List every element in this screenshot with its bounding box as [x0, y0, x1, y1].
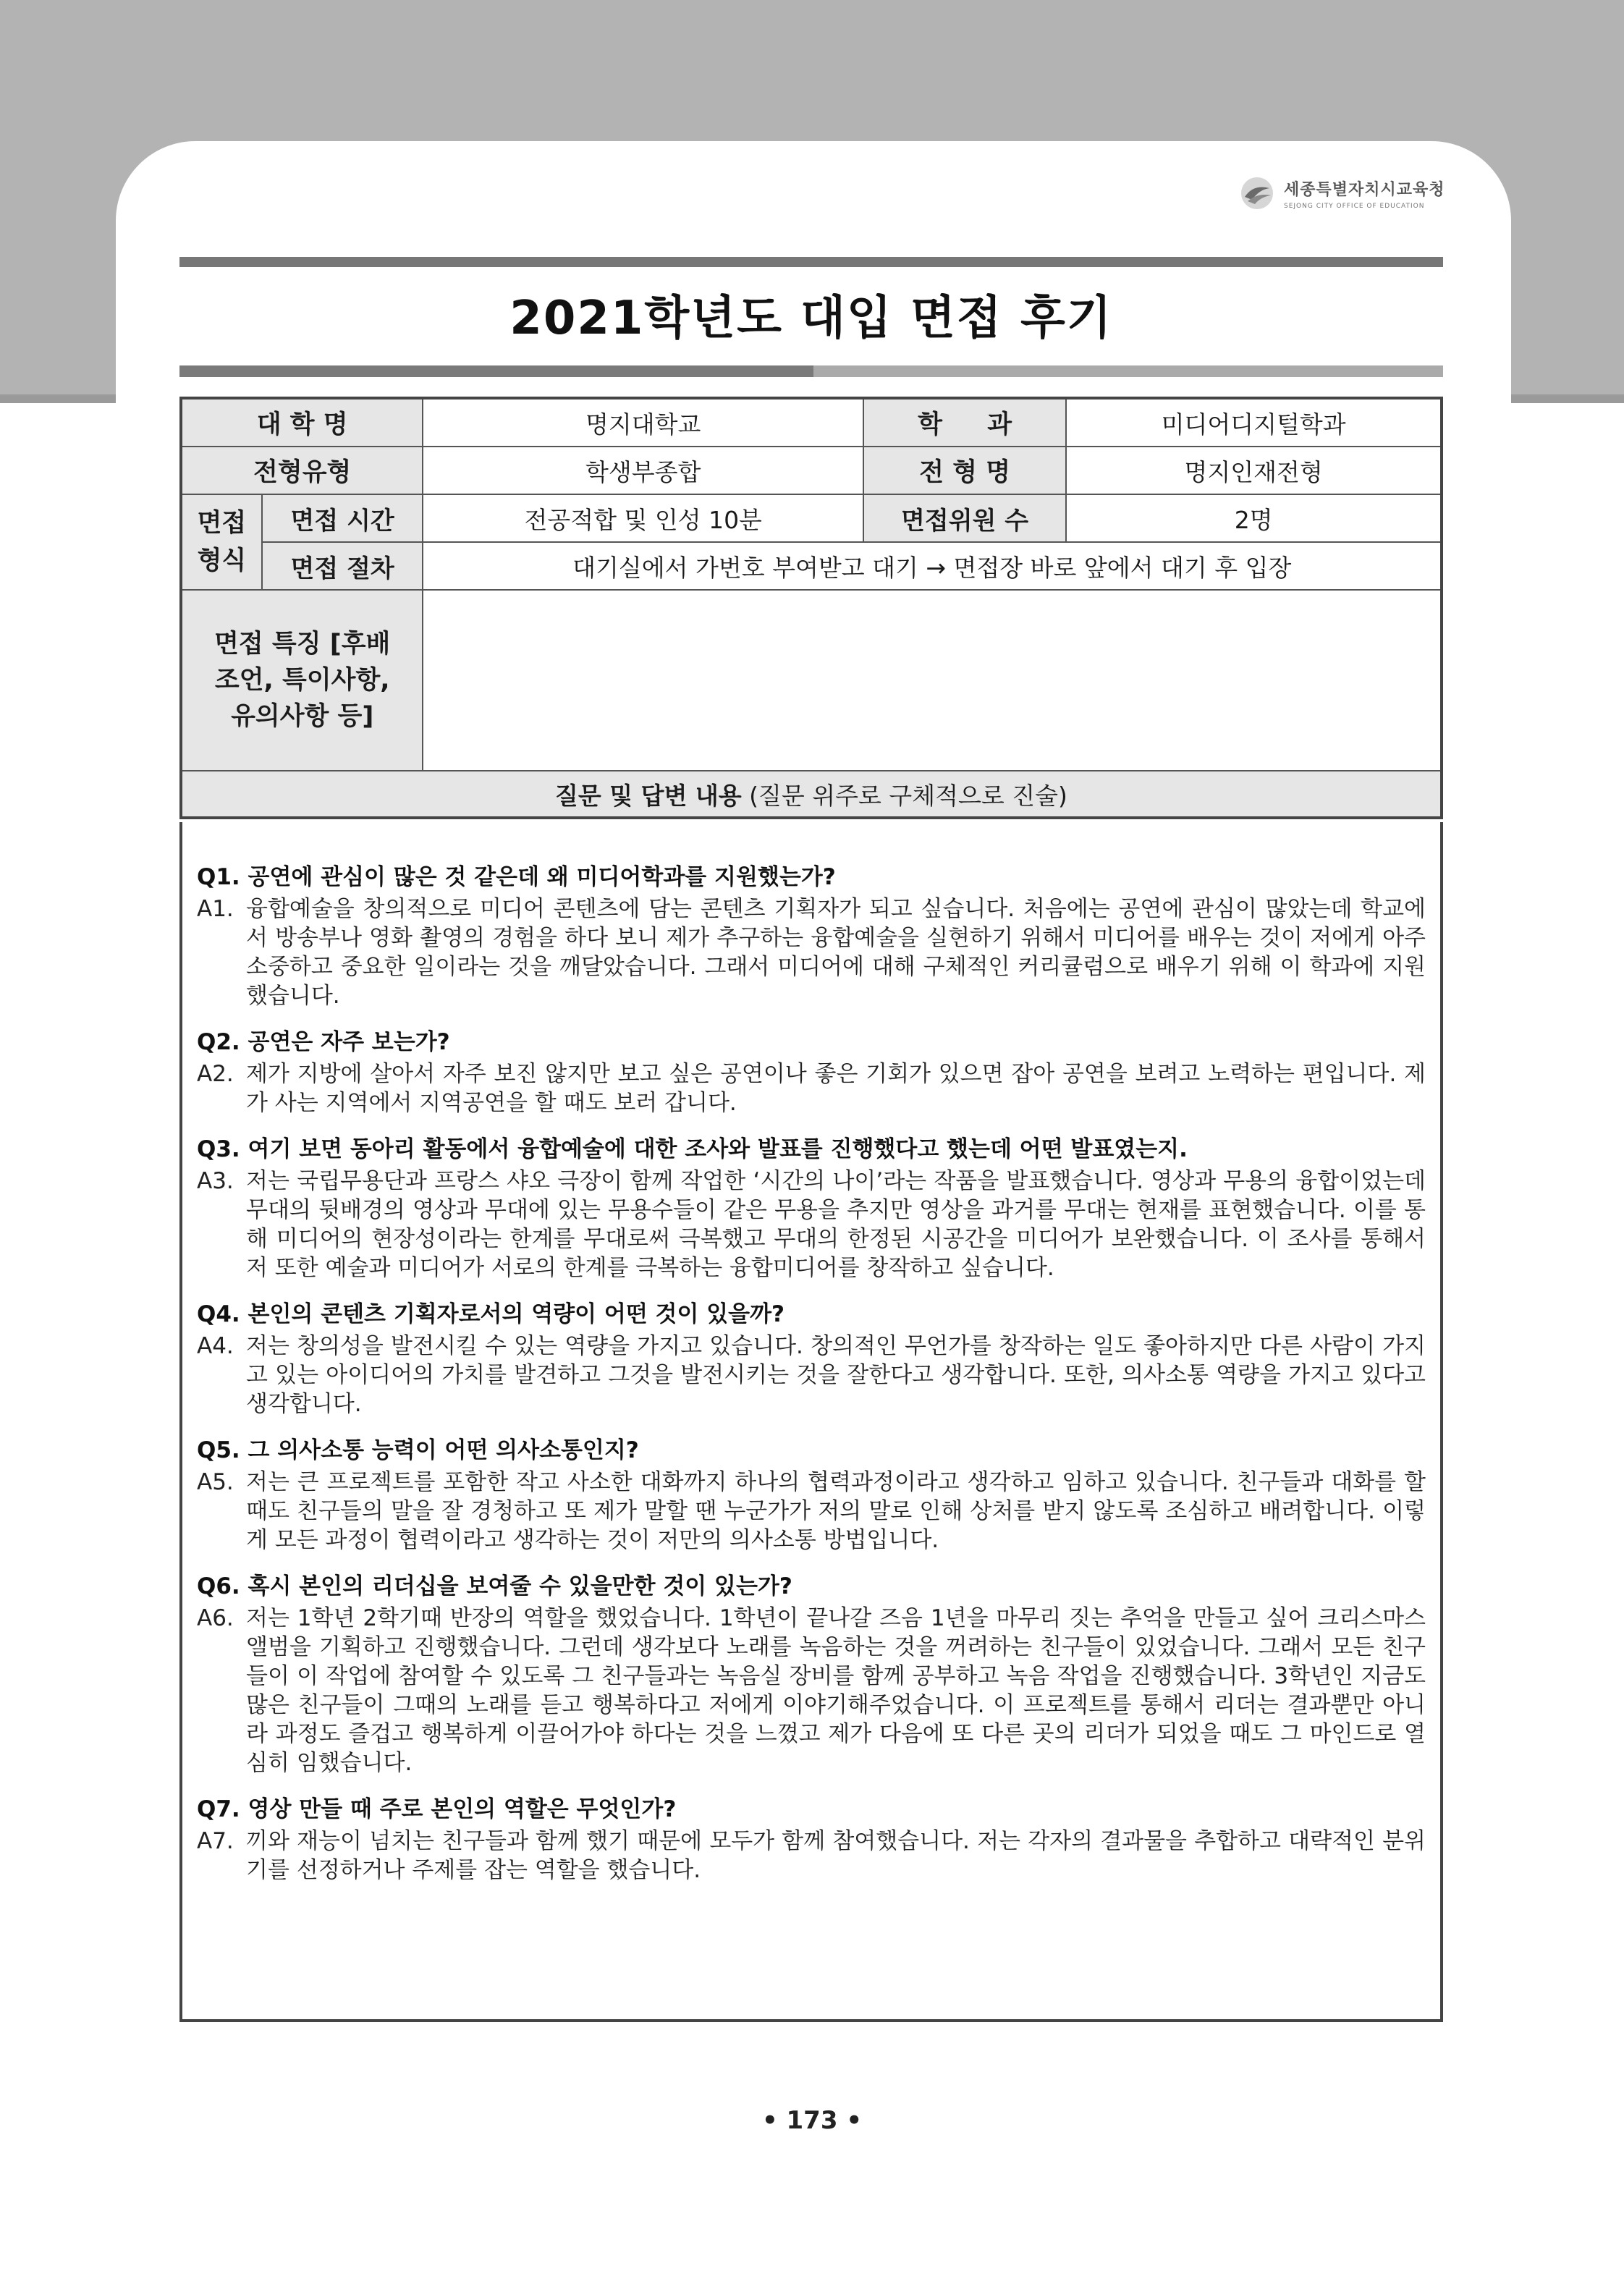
qa-heading-subtitle: (질문 위주로 구체적으로 진술) [749, 781, 1067, 810]
qa-heading-title: 질문 및 답변 내용 [555, 781, 742, 810]
admission-name-label: 전 형 명 [863, 447, 1066, 494]
question-text: Q6. 혹시 본인의 리더십을 보여줄 수 있을만한 것이 있는가? [197, 1573, 792, 1599]
interview-procedure-label: 면접 절차 [262, 542, 423, 590]
admission-type-value: 학생부종합 [423, 447, 863, 494]
answer-text: 융합예술을 창의적으로 미디어 콘텐츠에 담는 콘텐츠 기획자가 되고 싶습니다. 처음에는 공연에 관심이 많았는데 학교에서 방송부나 영화 촬영의 경험을 하다 보니 제가 추구하는 융합예술을 실현하기 위해서 미디어를 배우는 것이 저에게 아주 소중하고 중요한 일이라는 것을 깨달았습니다. 그래서 미디어에 대해 구체적인 커리큘럼으로 배우기 위해 이 학과에 지원했습니다. [246, 896, 1426, 1009]
interview-format-label: 면접 형식 [181, 494, 262, 590]
question-text: Q5. 그 의사소통 능력이 어떤 의사소통인지? [197, 1437, 639, 1463]
row-interview-features [181, 590, 1442, 771]
admission-type-label: 전형유형 [181, 447, 423, 494]
interview-info-table [179, 397, 1443, 819]
education-office-logo [1239, 175, 1445, 211]
qa-item [197, 1795, 1426, 1885]
qa-heading [181, 771, 1442, 818]
title-top-rule [179, 257, 1443, 267]
question-text: Q3. 여기 보면 동아리 활동에서 융합예술에 대한 조사와 발표를 진행했다고 했는데 어떤 발표였는지. [197, 1136, 1188, 1162]
answer-label: A1. [197, 896, 234, 922]
panel-count-label: 면접위원 수 [863, 494, 1066, 542]
title-bottom-rule [179, 365, 1443, 377]
question-text: Q2. 공연은 자주 보는가? [197, 1029, 450, 1055]
row-university [181, 398, 1442, 447]
question-text: Q7. 영상 만들 때 주로 본인의 역할은 무엇인가? [197, 1796, 677, 1822]
interview-features-label: 면접 특징 [후배조언, 특이사항, 유의사항 등] [181, 590, 423, 771]
interview-features-value [423, 590, 1442, 771]
row-interview-procedure [181, 542, 1442, 590]
question-text: Q1. 공연에 관심이 많은 것 같은데 왜 미디어학과를 지원했는가? [197, 864, 836, 890]
answer-text: 끼와 재능이 넘치는 친구들과 함께 했기 때문에 모두가 함께 참여했습니다. 저는 각자의 결과물을 추합하고 대략적인 분위기를 선정하거나 주제를 잡는 역할을 했습니다. [246, 1828, 1426, 1883]
department-label: 학 과 [863, 398, 1066, 447]
left-margin-tab [0, 394, 116, 423]
interview-procedure-value: 대기실에서 가번호 부여받고 대기 → 면접장 바로 앞에서 대기 후 입장 [423, 542, 1442, 590]
answer-text: 저는 국립무용단과 프랑스 샤오 극장이 함께 작업한 ‘시간의 나이’라는 작품을 발표했습니다. 영상과 무용의 융합이었는데 무대의 뒷배경의 영상과 무대에 있는 무용수들이 같은 무용을 추지만 영상을 과거를 무대는 현재를 표현했습니다. 이를 통해 미디어의 현장성이라는 한계를 무대로써 극복했고 무대의 한정된 시공간을 미디어가 보완했습니다. 이 조사를 통해서 저 또한 예술과 미디어가 서로의 한계를 극복하는 융합미디어를 창작하고 싶습니다. [246, 1168, 1426, 1281]
qa-item [197, 1028, 1426, 1117]
answer-text: 제가 지방에 살아서 자주 보진 않지만 보고 싶은 공연이나 좋은 기회가 있으면 잡아 공연을 보려고 노력하는 편입니다. 제가 사는 지역에서 지역공연을 할 때도 보러 갑니다. [246, 1061, 1426, 1116]
row-admission-type [181, 447, 1442, 494]
right-margin-tab [1511, 394, 1624, 423]
interview-time-label: 면접 시간 [262, 494, 423, 542]
logo-english-text: SEJONG CITY OFFICE OF EDUCATION [1284, 202, 1425, 210]
qa-item [197, 1436, 1426, 1555]
answer-text: 저는 큰 프로젝트를 포함한 작고 사소한 대화까지 하나의 협력과정이라고 생각하고 임하고 있습니다. 친구들과 대화를 할 때도 친구들의 말을 잘 경청하고 또 제가 말할 땐 누군가가 저의 말로 인해 상처를 받지 않도록 조심하고 배려합니다. 이렇게 모든 과정이 협력이라고 생각하는 것이 저만의 의사소통 방법입니다. [246, 1469, 1426, 1553]
university-label: 대 학 명 [181, 398, 423, 447]
answer-label: A4. [197, 1333, 234, 1359]
qa-item [197, 1135, 1426, 1282]
answer-label: A7. [197, 1828, 234, 1854]
question-text: Q4. 본인의 콘텐츠 기획자로서의 역량이 어떤 것이 있을까? [197, 1301, 785, 1327]
panel-count-value: 2명 [1066, 494, 1442, 542]
page-title: 2021학년도 대입 면접 후기 [509, 292, 1113, 345]
logo-korean-text: 세종특별자치시교육청 [1284, 180, 1445, 199]
qa-item [197, 863, 1426, 1010]
qa-content-box [179, 822, 1443, 2022]
answer-text: 저는 1학년 2학기때 반장의 역할을 했었습니다. 1학년이 끝나갈 즈음 1년을 마무리 짓는 추억을 만들고 싶어 크리스마스 앨범을 기획하고 진행했습니다. 그런데 생각보다 노래를 녹음하는 것을 꺼려하는 친구들이 있었습니다. 그래서 모든 친구들이 이 작업에 참여할 수 있도록 그 친구들과는 녹음실 장비를 함께 공부하고 녹음 작업을 진행했습니다. 3학년인 지금도 많은 친구들이 그때의 노래를 듣고 행복하다고 저에게 이야기해주었습니다. 이 프로젝트를 통해서 리더는 결과뿐만 아니라 과정도 즐겁고 행복하게 이끌어가야 하다는 것을 느꼈고 제가 다음에 또 다른 곳의 리더가 되었을 때도 그 마인드로 열심히 임했습니다. [246, 1605, 1426, 1776]
page-number: • 173 • [761, 2106, 863, 2135]
row-interview-time [181, 494, 1442, 542]
admission-name-value: 명지인재전형 [1066, 447, 1442, 494]
interview-time-value: 전공적합 및 인성 10분 [423, 494, 863, 542]
qa-item [197, 1572, 1426, 1777]
answer-label: A2. [197, 1061, 234, 1087]
row-qa-heading [181, 771, 1442, 818]
qa-item [197, 1300, 1426, 1418]
answer-label: A3. [197, 1168, 234, 1194]
answer-label: A5. [197, 1469, 234, 1495]
answer-label: A6. [197, 1605, 234, 1631]
answer-text: 저는 창의성을 발전시킬 수 있는 역량을 가지고 있습니다. 창의적인 무언가를 창작하는 일도 좋아하지만 다른 사람이 가지고 있는 아이디어의 가치를 발견하고 그것을 발전시키는 것을 잘한다고 생각합니다. 또한, 의사소통 역량을 가지고 있다고 생각합니다. [246, 1333, 1426, 1417]
emblem-icon [1239, 175, 1275, 211]
department-value: 미디어디지털학과 [1066, 398, 1442, 447]
university-value: 명지대학교 [423, 398, 863, 447]
